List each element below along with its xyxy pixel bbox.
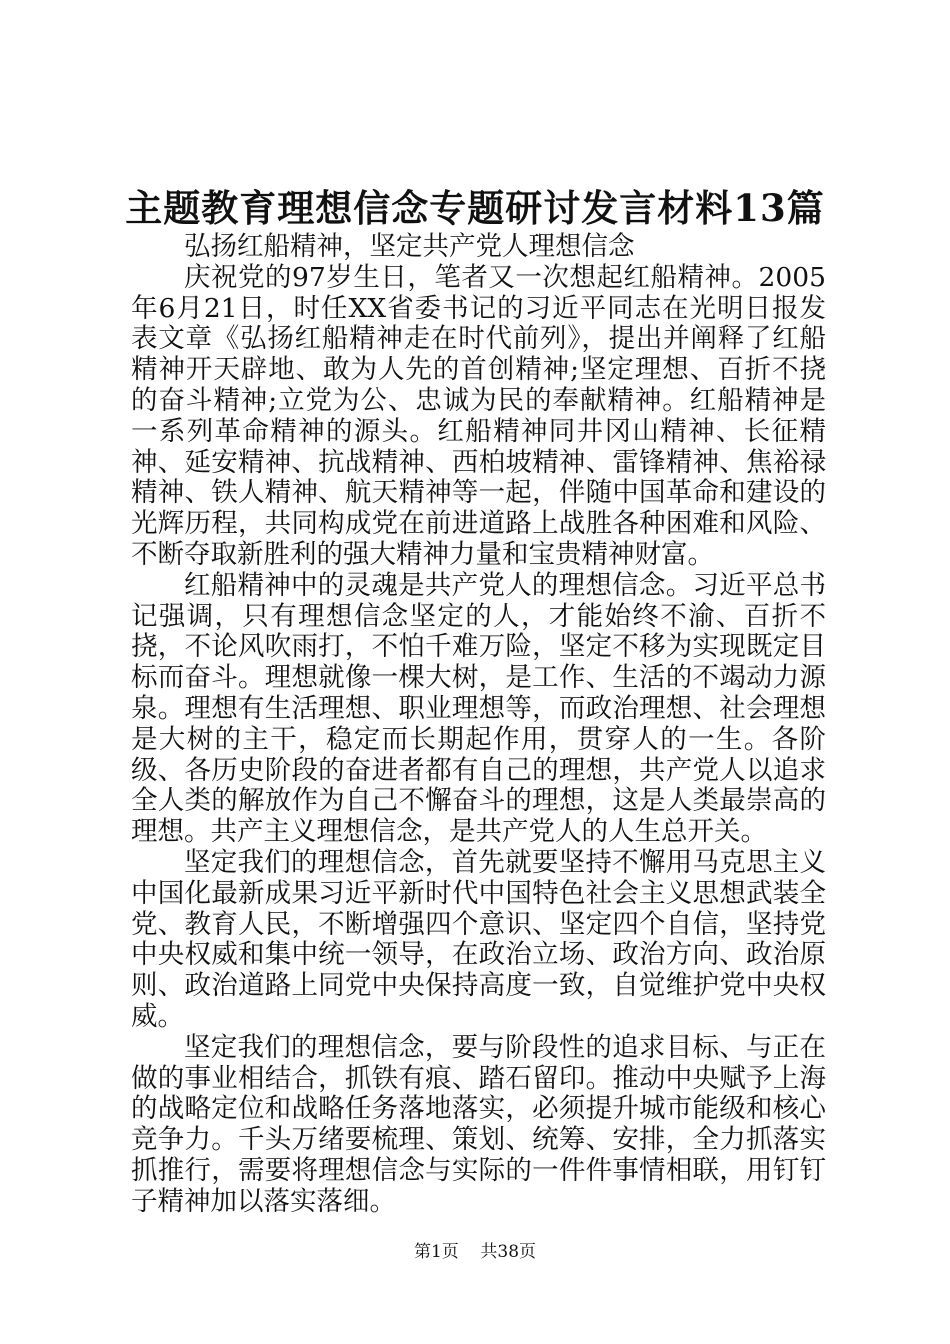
- paragraph-3: 坚定我们的理想信念，首先就要坚持不懈用马克思主义中国化最新成果习近平新时代中国特色社会主义思想武装全党、教育人民，不断增强四个意识、坚定四个自信，坚持党中央权威和集中统一领导，在政治立场、政治方向、政治原则、政治道路上同党中央保持高度一致，自觉维护党中央权威。: [131, 846, 826, 1032]
- paragraph-2: 红船精神中的灵魂是共产党人的理想信念。习近平总书记强调，只有理想信念坚定的人，才能始终不渝、百折不挠，不论风吹雨打，不怕千难万险，坚定不移为实现既定目标而奋斗。理想就像一棵大树，是工作、生活的不竭动力源泉。理想有生活理想、职业理想等，而政治理想、社会理想是大树的主干，稳定而长期起作用，贯穿人的一生。各阶级、各历史阶段的奋进者都有自己的理想，共产党人以追求全人类的解放作为自己不懈奋斗的理想，这是人类最崇高的理想。共产主义理想信念，是共产党人的人生总开关。: [131, 569, 826, 848]
- page-number: 第1页: [413, 1242, 459, 1262]
- document-subtitle: 弘扬红船精神，坚定共产党人理想信念: [184, 231, 635, 262]
- document-title: 主题教育理想信念专题研讨发言材料13篇: [125, 186, 825, 230]
- page-footer: [0, 1240, 950, 1264]
- footer-spacer: [464, 1242, 475, 1262]
- document-body: [131, 232, 826, 1218]
- page-total: 共38页: [480, 1242, 537, 1262]
- paragraph-1: 庆祝党的97岁生日，笔者又一次想起红船精神。2005年6月21日，时任XX省委书记的习近平同志在光明日报发表文章《弘扬红船精神走在时代前列》，提出并阐释了红船精神开天辟地、敢为人先的首创精神;坚定理想、百折不挠的奋斗精神;立党为公、忠诚为民的奉献精神。红船精神是一系列革命精神的源头。红船精神同井冈山精神、长征精神、延安精神、抗战精神、西柏坡精神、雷锋精神、焦裕禄精神、铁人精神、航天精神等一起，伴随中国革命和建设的光辉历程，共同构成党在前进道路上战胜各种困难和风险、不断夺取新胜利的强大精神力量和宝贵精神财富。: [131, 261, 826, 570]
- paragraph-4: 坚定我们的理想信念，要与阶段性的追求目标、与正在做的事业相结合，抓铁有痕、踏石留印。推动中央赋予上海的战略定位和战略任务落地落实，必须提升城市能级和核心竞争力。千头万绪要梳理、策划、统筹、安排，全力抓落实抓推行，需要将理想信念与实际的一件件事情相联，用钉钉子精神加以落实落细。: [131, 1031, 826, 1217]
